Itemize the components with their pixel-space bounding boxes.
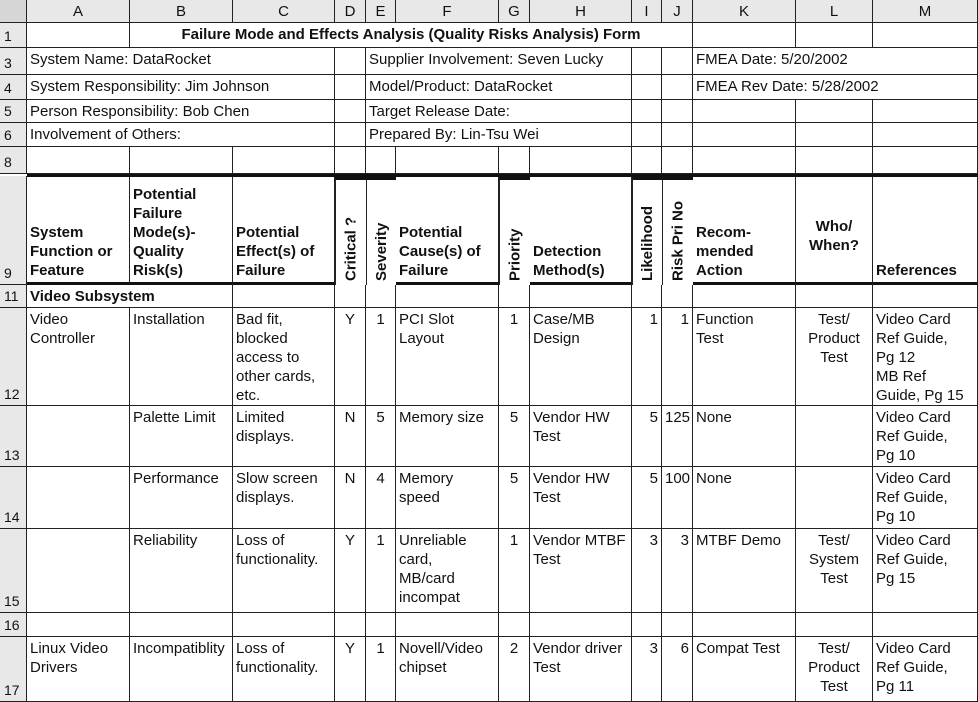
cell-j5[interactable] — [662, 100, 693, 123]
row-header-4[interactable]: 4 — [0, 75, 27, 100]
prepared-by[interactable]: Prepared By: Lin-Tsu Wei — [366, 123, 632, 147]
row-3-mode[interactable]: Performance — [130, 467, 233, 529]
row-1-severity[interactable]: 1 — [366, 308, 396, 406]
cell-row11-G[interactable] — [499, 285, 530, 308]
row-5-detection[interactable]: Vendor driver Test — [530, 637, 632, 702]
select-all-corner[interactable] — [0, 0, 27, 23]
row-5-refs[interactable]: Video Card Ref Guide, Pg 11 — [873, 637, 978, 702]
system-name[interactable]: System Name: DataRocket — [27, 48, 335, 75]
cell-d3[interactable] — [335, 48, 366, 75]
row-4-detection[interactable]: Vendor MTBF Test — [530, 529, 632, 613]
cell-row16-B[interactable] — [130, 613, 233, 637]
row-1-who[interactable]: Test/ Product Test — [796, 308, 873, 406]
cell-j4[interactable] — [662, 75, 693, 100]
row-1-effect[interactable]: Bad fit, blocked access to other cards, etc. — [233, 308, 335, 406]
cell-k1[interactable] — [693, 23, 796, 48]
row-5-effect[interactable]: Loss of functionality. — [233, 637, 335, 702]
cell-row16-A[interactable] — [27, 613, 130, 637]
row-5-function[interactable]: Linux Video Drivers — [27, 637, 130, 702]
cell-row16-J[interactable] — [662, 613, 693, 637]
row-2-cause[interactable]: Memory size — [396, 406, 499, 467]
involvement-of-others[interactable]: Involvement of Others: — [27, 123, 335, 147]
header-causes[interactable]: Potential Cause(s) of Failure — [396, 177, 499, 285]
row-4-likelihood[interactable]: 3 — [632, 529, 662, 613]
row-3-rpn[interactable]: 100 — [662, 467, 693, 529]
row-3-refs[interactable]: Video Card Ref Guide, Pg 10 — [873, 467, 978, 529]
row-header-12[interactable]: 12 — [0, 308, 27, 406]
section-video-subsystem[interactable]: Video Subsystem — [27, 285, 233, 308]
cell-j6[interactable] — [662, 123, 693, 147]
row-5-rpn[interactable]: 6 — [662, 637, 693, 702]
column-header-C[interactable]: C — [233, 0, 335, 23]
cell-i6[interactable] — [632, 123, 662, 147]
model-product[interactable]: Model/Product: DataRocket — [366, 75, 632, 100]
cell-row8-C[interactable] — [233, 147, 335, 174]
cell-d6[interactable] — [335, 123, 366, 147]
system-responsibility[interactable]: System Responsibility: Jim Johnson — [27, 75, 335, 100]
cell-row11-D[interactable] — [335, 285, 366, 308]
column-header-D[interactable]: D — [335, 0, 366, 23]
header-detection[interactable]: Detection Method(s) — [530, 177, 632, 285]
row-3-function[interactable] — [27, 467, 130, 529]
column-header-J[interactable]: J — [662, 0, 693, 23]
row-3-effect[interactable]: Slow screen displays. — [233, 467, 335, 529]
cell-l5[interactable] — [796, 100, 873, 123]
cell-row11-H[interactable] — [530, 285, 632, 308]
cell-row8-D[interactable] — [335, 147, 366, 174]
column-header-M[interactable]: M — [873, 0, 978, 23]
row-header-16[interactable]: 16 — [0, 613, 27, 637]
row-4-cause[interactable]: Unreliable card, MB/card incompat — [396, 529, 499, 613]
cell-row16-M[interactable] — [873, 613, 978, 637]
row-5-priority[interactable]: 2 — [499, 637, 530, 702]
row-2-effect[interactable]: Limited displays. — [233, 406, 335, 467]
column-header-H[interactable]: H — [530, 0, 632, 23]
cell-row8-K[interactable] — [693, 147, 796, 174]
cell-row16-H[interactable] — [530, 613, 632, 637]
cell-a1[interactable] — [27, 23, 130, 48]
row-1-refs[interactable]: Video Card Ref Guide, Pg 12 MB Ref Guide, Pg 15 — [873, 308, 978, 406]
header-failure-mode[interactable]: Potential Failure Mode(s)- Quality Risk(s) — [130, 177, 233, 285]
row-1-cause[interactable]: PCI Slot Layout — [396, 308, 499, 406]
row-header-6[interactable]: 6 — [0, 123, 27, 147]
cell-l1[interactable] — [796, 23, 873, 48]
row-2-likelihood[interactable]: 5 — [632, 406, 662, 467]
row-header-1[interactable]: 1 — [0, 23, 27, 48]
row-4-refs[interactable]: Video Card Ref Guide, Pg 15 — [873, 529, 978, 613]
cell-row11-E[interactable] — [366, 285, 396, 308]
row-4-mode[interactable]: Reliability — [130, 529, 233, 613]
cell-i3[interactable] — [632, 48, 662, 75]
cell-row11-F[interactable] — [396, 285, 499, 308]
cell-row11-K[interactable] — [693, 285, 796, 308]
cell-m6[interactable] — [873, 123, 978, 147]
row-5-severity[interactable]: 1 — [366, 637, 396, 702]
row-2-severity[interactable]: 5 — [366, 406, 396, 467]
cell-row16-G[interactable] — [499, 613, 530, 637]
cell-row16-K[interactable] — [693, 613, 796, 637]
cell-row11-L[interactable] — [796, 285, 873, 308]
row-header-17[interactable]: 17 — [0, 637, 27, 702]
row-4-critical[interactable]: Y — [335, 529, 366, 613]
cell-k5[interactable] — [693, 100, 796, 123]
cell-row11-M[interactable] — [873, 285, 978, 308]
row-header-5[interactable]: 5 — [0, 100, 27, 123]
row-3-priority[interactable]: 5 — [499, 467, 530, 529]
cell-d5[interactable] — [335, 100, 366, 123]
cell-row8-G[interactable] — [499, 147, 530, 174]
row-2-mode[interactable]: Palette Limit — [130, 406, 233, 467]
row-header-9[interactable]: 9 — [0, 176, 27, 285]
row-2-priority[interactable]: 5 — [499, 406, 530, 467]
cell-i5[interactable] — [632, 100, 662, 123]
target-release-date[interactable]: Target Release Date: — [366, 100, 632, 123]
row-header-13[interactable]: 13 — [0, 406, 27, 467]
person-responsibility[interactable]: Person Responsibility: Bob Chen — [27, 100, 335, 123]
cell-row8-H[interactable] — [530, 147, 632, 174]
column-header-K[interactable]: K — [693, 0, 796, 23]
row-4-rpn[interactable]: 3 — [662, 529, 693, 613]
cell-m1[interactable] — [873, 23, 978, 48]
row-5-who[interactable]: Test/ Product Test — [796, 637, 873, 702]
row-4-function[interactable] — [27, 529, 130, 613]
cell-row8-J[interactable] — [662, 147, 693, 174]
column-header-B[interactable]: B — [130, 0, 233, 23]
column-header-E[interactable]: E — [366, 0, 396, 23]
row-header-3[interactable]: 3 — [0, 48, 27, 75]
cell-d4[interactable] — [335, 75, 366, 100]
row-4-severity[interactable]: 1 — [366, 529, 396, 613]
row-3-who[interactable] — [796, 467, 873, 529]
column-header-A[interactable]: A — [27, 0, 130, 23]
cell-m5[interactable] — [873, 100, 978, 123]
column-header-G[interactable]: G — [499, 0, 530, 23]
row-4-action[interactable]: MTBF Demo — [693, 529, 796, 613]
cell-row11-I[interactable] — [632, 285, 662, 308]
row-header-15[interactable]: 15 — [0, 529, 27, 613]
row-3-action[interactable]: None — [693, 467, 796, 529]
row-1-function[interactable]: Video Controller — [27, 308, 130, 406]
row-3-critical[interactable]: N — [335, 467, 366, 529]
cell-row8-F[interactable] — [396, 147, 499, 174]
row-2-refs[interactable]: Video Card Ref Guide, Pg 10 — [873, 406, 978, 467]
row-5-likelihood[interactable]: 3 — [632, 637, 662, 702]
header-action[interactable]: Recom- mended Action — [693, 177, 796, 285]
fmea-rev-date[interactable]: FMEA Rev Date: 5/28/2002 — [693, 75, 978, 100]
cell-l6[interactable] — [796, 123, 873, 147]
row-header-11[interactable]: 11 — [0, 285, 27, 308]
cell-row8-A[interactable] — [27, 147, 130, 174]
row-5-mode[interactable]: Incompatiblity — [130, 637, 233, 702]
row-2-critical[interactable]: N — [335, 406, 366, 467]
row-1-rpn[interactable]: 1 — [662, 308, 693, 406]
cell-row8-E[interactable] — [366, 147, 396, 174]
cell-i4[interactable] — [632, 75, 662, 100]
row-header-8[interactable]: 8 — [0, 147, 27, 174]
row-4-who[interactable]: Test/ System Test — [796, 529, 873, 613]
row-1-priority[interactable]: 1 — [499, 308, 530, 406]
cell-row16-F[interactable] — [396, 613, 499, 637]
row-2-detection[interactable]: Vendor HW Test — [530, 406, 632, 467]
fmea-date[interactable]: FMEA Date: 5/20/2002 — [693, 48, 978, 75]
header-likelihood[interactable]: Likelihood — [632, 177, 662, 285]
cell-row8-M[interactable] — [873, 147, 978, 174]
header-critical[interactable]: Critical ? — [335, 177, 366, 285]
row-3-severity[interactable]: 4 — [366, 467, 396, 529]
row-2-function[interactable] — [27, 406, 130, 467]
cell-row11-C[interactable] — [233, 285, 335, 308]
row-5-action[interactable]: Compat Test — [693, 637, 796, 702]
column-header-F[interactable]: F — [396, 0, 499, 23]
row-3-cause[interactable]: Memory speed — [396, 467, 499, 529]
row-3-detection[interactable]: Vendor HW Test — [530, 467, 632, 529]
row-2-rpn[interactable]: 125 — [662, 406, 693, 467]
header-priority[interactable]: Priority — [499, 177, 530, 285]
header-effects[interactable]: Potential Effect(s) of Failure — [233, 177, 335, 285]
cell-row16-L[interactable] — [796, 613, 873, 637]
row-1-likelihood[interactable]: 1 — [632, 308, 662, 406]
row-4-effect[interactable]: Loss of functionality. — [233, 529, 335, 613]
column-header-I[interactable]: I — [632, 0, 662, 23]
header-references[interactable]: References — [873, 177, 978, 285]
row-2-who[interactable] — [796, 406, 873, 467]
row-1-critical[interactable]: Y — [335, 308, 366, 406]
cell-row16-C[interactable] — [233, 613, 335, 637]
cell-j3[interactable] — [662, 48, 693, 75]
row-3-likelihood[interactable]: 5 — [632, 467, 662, 529]
cell-row8-I[interactable] — [632, 147, 662, 174]
cell-k6[interactable] — [693, 123, 796, 147]
cell-row11-J[interactable] — [662, 285, 693, 308]
row-5-critical[interactable]: Y — [335, 637, 366, 702]
cell-row8-L[interactable] — [796, 147, 873, 174]
row-1-mode[interactable]: Installation — [130, 308, 233, 406]
header-function[interactable]: System Function or Feature — [27, 177, 130, 285]
row-1-detection[interactable]: Case/MB Design — [530, 308, 632, 406]
cell-row16-E[interactable] — [366, 613, 396, 637]
row-2-action[interactable]: None — [693, 406, 796, 467]
row-4-priority[interactable]: 1 — [499, 529, 530, 613]
header-rpn[interactable]: Risk Pri No — [662, 177, 693, 285]
header-severity[interactable]: Severity — [366, 177, 396, 285]
row-header-14[interactable]: 14 — [0, 467, 27, 529]
form-title[interactable]: Failure Mode and Effects Analysis (Quality Risks Analysis) Form — [130, 23, 693, 48]
row-5-cause[interactable]: Novell/Video chipset — [396, 637, 499, 702]
supplier-involvement[interactable]: Supplier Involvement: Seven Lucky — [366, 48, 632, 75]
column-header-L[interactable]: L — [796, 0, 873, 23]
row-1-action[interactable]: Function Test — [693, 308, 796, 406]
cell-row16-D[interactable] — [335, 613, 366, 637]
cell-row8-B[interactable] — [130, 147, 233, 174]
header-who[interactable]: Who/ When? — [796, 177, 873, 285]
cell-row16-I[interactable] — [632, 613, 662, 637]
